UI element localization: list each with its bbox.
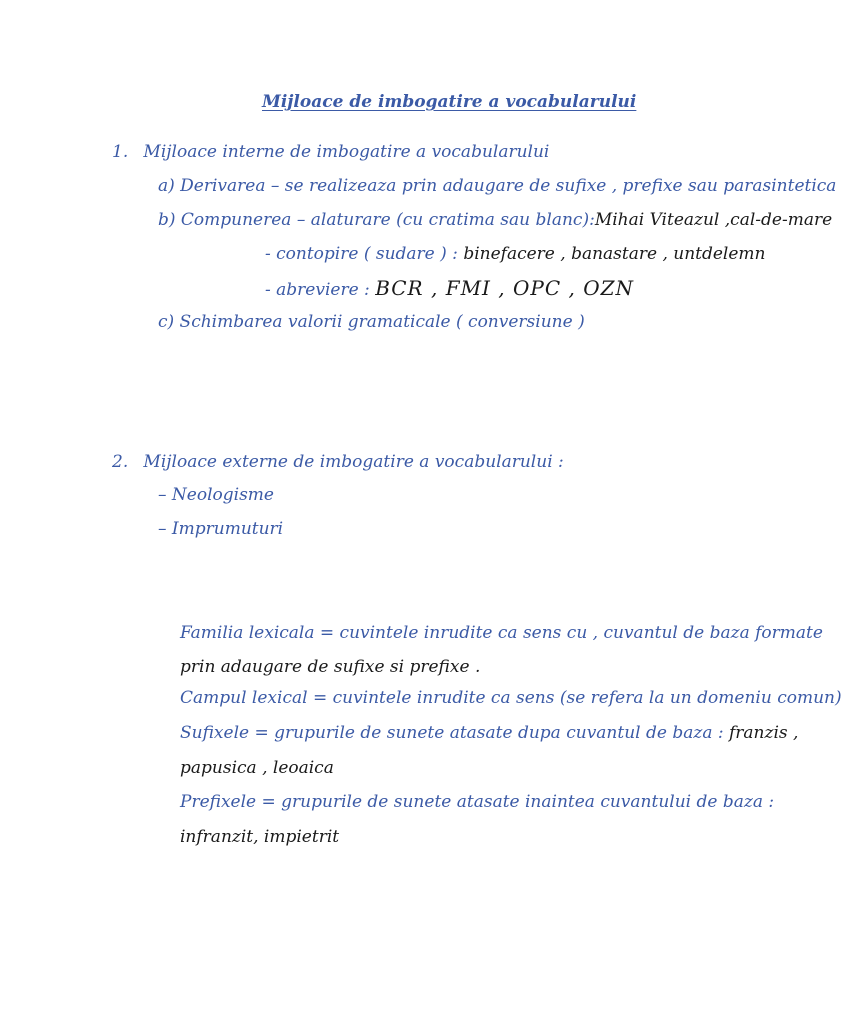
prefixele-line-2: infranzit, impietrit <box>180 827 340 847</box>
section-2-heading-text: Mijloace externe de imbogatire a vocabularului : <box>143 452 564 472</box>
sufixele-line-1 <box>180 723 798 743</box>
section-1-number: 1. <box>112 142 129 162</box>
contopire-examples: binefacere , banastare , untdelemn <box>463 244 766 264</box>
contopire-label: - contopire ( sudare ) : <box>265 244 464 264</box>
prefixele-line-1: Prefixele = grupurile de sunete atasate inaintea cuvantului de baza : <box>180 792 775 812</box>
familia-lexicala-line-1: Familia lexicala = cuvintele inrudite ca sens cu , cuvantul de baza formate <box>180 623 823 643</box>
sufixele-example: franzis , <box>729 723 799 743</box>
abreviere-examples: BCR , FMI , OPC , OZN <box>375 276 635 300</box>
item-b-compunerea <box>158 210 832 230</box>
compunerea-examples: Mihai Viteazul ,cal-de-mare <box>594 210 833 230</box>
page-title: Mijloace de imbogatire a vocabularului <box>262 92 637 112</box>
item-a-derivarea: a) Derivarea – se realizeaza prin adaugare de sufixe , prefixe sau parasintetica <box>158 176 837 196</box>
compunerea-label: b) Compunerea – alaturare (cu cratima sau blanc): <box>158 210 595 230</box>
familia-lexicala-line-2: prin adaugare de sufixe si prefixe . <box>180 657 481 677</box>
section-2-number: 2. <box>112 452 129 472</box>
list-item-imprumuturi: – Imprumuturi <box>158 519 284 539</box>
sufixele-line-2: papusica , leoaica <box>180 758 334 778</box>
sufixele-definition: Sufixele = grupurile de sunete atasate dupa cuvantul de baza : <box>180 723 729 743</box>
section-2-heading <box>112 452 564 472</box>
abreviere-label: - abreviere : <box>265 280 376 300</box>
campul-lexical-line: Campul lexical = cuvintele inrudite ca sens (se refera la un domeniu comun) <box>180 688 842 708</box>
item-c-conversiune: c) Schimbarea valorii gramaticale ( conversiune ) <box>158 312 585 332</box>
section-1-heading-text: Mijloace interne de imbogatire a vocabularului <box>143 142 550 162</box>
section-1-heading <box>112 142 549 162</box>
abreviere-line <box>265 276 634 300</box>
list-item-neologisme: – Neologisme <box>158 485 274 505</box>
contopire-line <box>265 244 766 264</box>
